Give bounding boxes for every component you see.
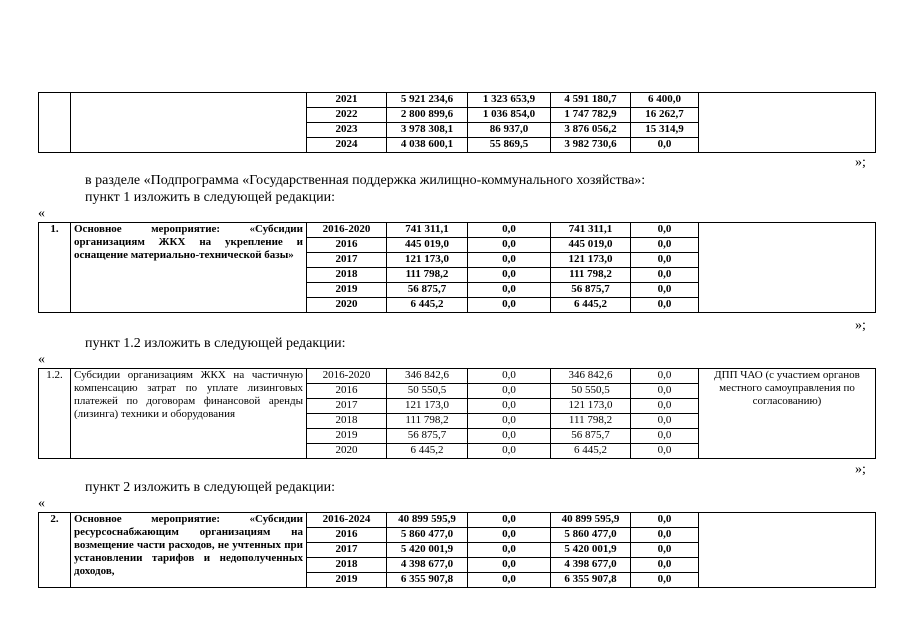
period-cell: 2019 [307, 429, 387, 444]
regional-cell: 5 860 477,0 [551, 528, 631, 543]
total-cell: 4 398 677,0 [387, 558, 468, 573]
regional-cell: 4 591 180,7 [551, 93, 631, 108]
total-cell: 6 355 907,8 [387, 573, 468, 588]
total-cell: 56 875,7 [387, 283, 468, 298]
regional-cell: 445 019,0 [551, 238, 631, 253]
regional-cell: 6 355 907,8 [551, 573, 631, 588]
federal-cell: 0,0 [468, 414, 551, 429]
other-cell: 0,0 [631, 444, 699, 459]
federal-cell: 0,0 [468, 223, 551, 238]
close-quote-3: »; [855, 462, 866, 477]
regional-cell: 5 420 001,9 [551, 543, 631, 558]
period-cell: 2016 [307, 384, 387, 399]
open-quote-1: « [38, 206, 45, 221]
other-cell: 0,0 [631, 369, 699, 384]
table-row [39, 223, 876, 238]
other-cell: 0,0 [631, 253, 699, 268]
total-cell: 40 899 595,9 [387, 513, 468, 528]
regional-cell: 56 875,7 [551, 429, 631, 444]
total-cell: 56 875,7 [387, 429, 468, 444]
total-cell: 5 860 477,0 [387, 528, 468, 543]
regional-cell: 111 798,2 [551, 414, 631, 429]
item-number-cell: 1. [39, 223, 71, 313]
other-cell: 15 314,9 [631, 123, 699, 138]
regional-cell: 741 311,1 [551, 223, 631, 238]
executor-cell [699, 513, 876, 588]
other-cell: 0,0 [631, 573, 699, 588]
period-cell: 2023 [307, 123, 387, 138]
executor-cell [699, 93, 876, 153]
federal-cell: 0,0 [468, 253, 551, 268]
other-cell: 0,0 [631, 513, 699, 528]
other-cell: 0,0 [631, 138, 699, 153]
federal-cell: 0,0 [468, 558, 551, 573]
federal-cell: 0,0 [468, 369, 551, 384]
other-cell: 0,0 [631, 223, 699, 238]
regional-cell: 6 445,2 [551, 444, 631, 459]
table-item-1 [38, 222, 876, 313]
federal-cell: 0,0 [468, 543, 551, 558]
federal-cell: 0,0 [468, 573, 551, 588]
other-cell: 0,0 [631, 238, 699, 253]
period-cell: 2016 [307, 528, 387, 543]
open-quote-3: « [38, 496, 45, 511]
federal-cell: 0,0 [468, 399, 551, 414]
item2-intro: пункт 2 изложить в следующей редакции: [85, 480, 335, 495]
other-cell: 16 262,7 [631, 108, 699, 123]
regional-cell: 6 445,2 [551, 298, 631, 313]
item-description-cell: Субсидии организациям ЖКХ на частичную компенсацию затрат по уплате лизинговых платежей по договорам финансовой аренды (лизинга) техники и оборудования [71, 369, 307, 459]
total-cell: 741 311,1 [387, 223, 468, 238]
total-cell: 121 173,0 [387, 253, 468, 268]
executor-cell: ДПП ЧАО (с участием органов местного самоуправления по согласованию) [699, 369, 876, 459]
federal-cell: 55 869,5 [468, 138, 551, 153]
period-cell: 2016-2020 [307, 223, 387, 238]
total-cell: 50 550,5 [387, 384, 468, 399]
period-cell: 2020 [307, 444, 387, 459]
regional-cell: 40 899 595,9 [551, 513, 631, 528]
federal-cell: 0,0 [468, 384, 551, 399]
executor-cell [699, 223, 876, 313]
period-cell: 2021 [307, 93, 387, 108]
period-cell: 2017 [307, 399, 387, 414]
federal-cell: 86 937,0 [468, 123, 551, 138]
total-cell: 5 420 001,9 [387, 543, 468, 558]
regional-cell: 4 398 677,0 [551, 558, 631, 573]
regional-cell: 121 173,0 [551, 399, 631, 414]
regional-cell: 111 798,2 [551, 268, 631, 283]
total-cell: 2 800 899,6 [387, 108, 468, 123]
other-cell: 0,0 [631, 268, 699, 283]
total-cell: 6 445,2 [387, 298, 468, 313]
federal-cell: 1 323 653,9 [468, 93, 551, 108]
federal-cell: 0,0 [468, 298, 551, 313]
other-cell: 6 400,0 [631, 93, 699, 108]
table-row [39, 93, 876, 108]
regional-cell: 3 982 730,6 [551, 138, 631, 153]
other-cell: 0,0 [631, 429, 699, 444]
table-item-2 [38, 512, 876, 588]
item-number-cell [39, 93, 71, 153]
federal-cell: 1 036 854,0 [468, 108, 551, 123]
regional-cell: 3 876 056,2 [551, 123, 631, 138]
total-cell: 4 038 600,1 [387, 138, 468, 153]
item-number-cell: 2. [39, 513, 71, 588]
regional-cell: 346 842,6 [551, 369, 631, 384]
regional-cell: 121 173,0 [551, 253, 631, 268]
total-cell: 111 798,2 [387, 414, 468, 429]
period-cell: 2022 [307, 108, 387, 123]
period-cell: 2018 [307, 558, 387, 573]
total-cell: 121 173,0 [387, 399, 468, 414]
other-cell: 0,0 [631, 414, 699, 429]
item1-intro: пункт 1 изложить в следующей редакции: [85, 190, 335, 205]
other-cell: 0,0 [631, 558, 699, 573]
federal-cell: 0,0 [468, 238, 551, 253]
other-cell: 0,0 [631, 283, 699, 298]
item-description-cell: Основное мероприятие: «Субсидии ресурсоснабжающим организациям на возмещение части расходов, не учтенных при установлении тарифов и недополученных доходов, [71, 513, 307, 588]
table-item-1-2 [38, 368, 876, 459]
period-cell: 2017 [307, 253, 387, 268]
item-description-cell [71, 93, 307, 153]
table-row [39, 369, 876, 384]
close-quote-1: »; [855, 155, 866, 170]
other-cell: 0,0 [631, 399, 699, 414]
table-top [38, 92, 876, 153]
other-cell: 0,0 [631, 298, 699, 313]
total-cell: 3 978 308,1 [387, 123, 468, 138]
federal-cell: 0,0 [468, 444, 551, 459]
period-cell: 2019 [307, 573, 387, 588]
period-cell: 2017 [307, 543, 387, 558]
period-cell: 2016-2024 [307, 513, 387, 528]
item-description-cell: Основное мероприятие: «Субсидии организациям ЖКХ на укрепление и оснащение материально-технической базы» [71, 223, 307, 313]
federal-cell: 0,0 [468, 429, 551, 444]
period-cell: 2018 [307, 414, 387, 429]
total-cell: 445 019,0 [387, 238, 468, 253]
total-cell: 346 842,6 [387, 369, 468, 384]
regional-cell: 50 550,5 [551, 384, 631, 399]
period-cell: 2018 [307, 268, 387, 283]
total-cell: 6 445,2 [387, 444, 468, 459]
table-row [39, 513, 876, 528]
section-intro: в разделе «Подпрограмма «Государственная поддержка жилищно-коммунального хозяйства»: [85, 173, 646, 188]
federal-cell: 0,0 [468, 513, 551, 528]
regional-cell: 1 747 782,9 [551, 108, 631, 123]
federal-cell: 0,0 [468, 528, 551, 543]
other-cell: 0,0 [631, 543, 699, 558]
federal-cell: 0,0 [468, 283, 551, 298]
regional-cell: 56 875,7 [551, 283, 631, 298]
other-cell: 0,0 [631, 528, 699, 543]
item12-intro: пункт 1.2 изложить в следующей редакции: [85, 336, 346, 351]
total-cell: 111 798,2 [387, 268, 468, 283]
item-number-cell: 1.2. [39, 369, 71, 459]
close-quote-2: »; [855, 318, 866, 333]
federal-cell: 0,0 [468, 268, 551, 283]
period-cell: 2020 [307, 298, 387, 313]
period-cell: 2016 [307, 238, 387, 253]
other-cell: 0,0 [631, 384, 699, 399]
period-cell: 2019 [307, 283, 387, 298]
period-cell: 2024 [307, 138, 387, 153]
total-cell: 5 921 234,6 [387, 93, 468, 108]
period-cell: 2016-2020 [307, 369, 387, 384]
open-quote-2: « [38, 352, 45, 367]
